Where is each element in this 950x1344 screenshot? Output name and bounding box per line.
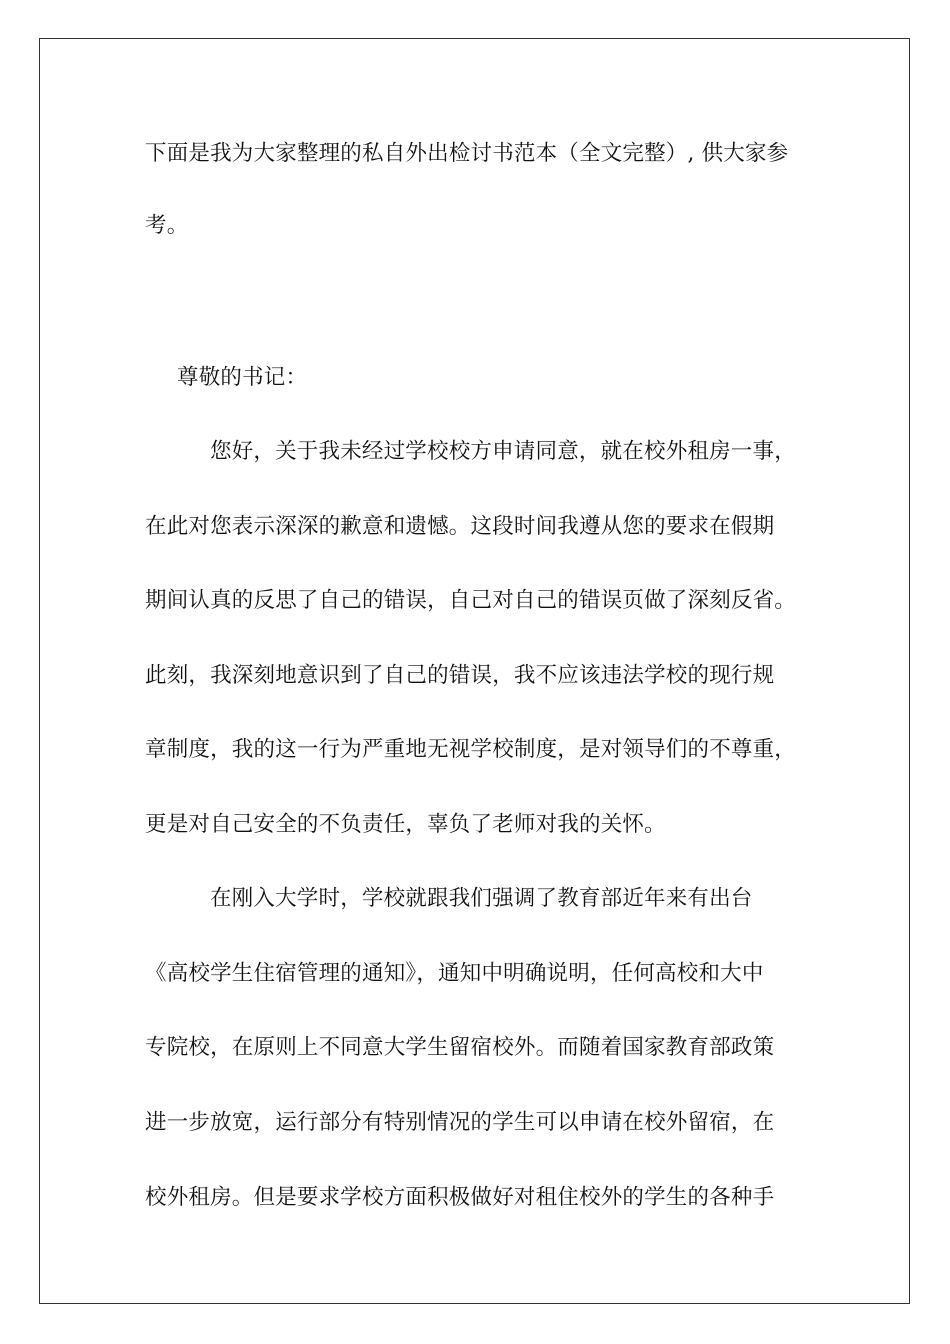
intro-line-2: 考。	[145, 213, 189, 238]
paragraph2-line-4: 进一步放宽，运行部分有特别情况的学生可以申请在校外留宿，在	[145, 1110, 775, 1135]
paragraph1-line-6: 更是对自己安全的不负责任，辜负了老师对我的关怀。	[145, 812, 666, 837]
paragraph2-line-2: 《高校学生住宿管理的通知》，通知中明确说明，任何高校和大中	[145, 961, 764, 986]
intro-line-1: 下面是我为大家整理的私自外出检讨书范本（全文完整）, 供大家参	[145, 141, 789, 166]
paragraph1-line-5: 章制度，我的这一行为严重地无视学校制度，是对领导们的不尊重，	[145, 737, 797, 762]
paragraph1-line-1: 您好，关于我未经过学校校方申请同意，就在校外租房一事，	[210, 439, 796, 464]
salutation: 尊敬的书记：	[177, 365, 308, 390]
paragraph2-line-3: 专院校，在原则上不同意大学生留宿校外。而随着国家教育部政策	[145, 1035, 775, 1060]
paragraph1-line-3: 期间认真的反思了自己的错误，自己对自己的错误页做了深刻反省。	[145, 588, 797, 613]
paragraph1-line-4: 此刻，我深刻地意识到了自己的错误，我不应该违法学校的现行规	[145, 663, 775, 688]
paragraph2-line-5: 校外租房。但是要求学校方面积极做好对租住校外的学生的各种手	[145, 1185, 775, 1210]
paragraph2-line-1: 在刚入大学时，学校就跟我们强调了教育部近年来有出台	[210, 886, 753, 911]
paragraph1-line-2: 在此对您表示深深的歉意和遗憾。这段时间我遵从您的要求在假期	[145, 514, 775, 539]
